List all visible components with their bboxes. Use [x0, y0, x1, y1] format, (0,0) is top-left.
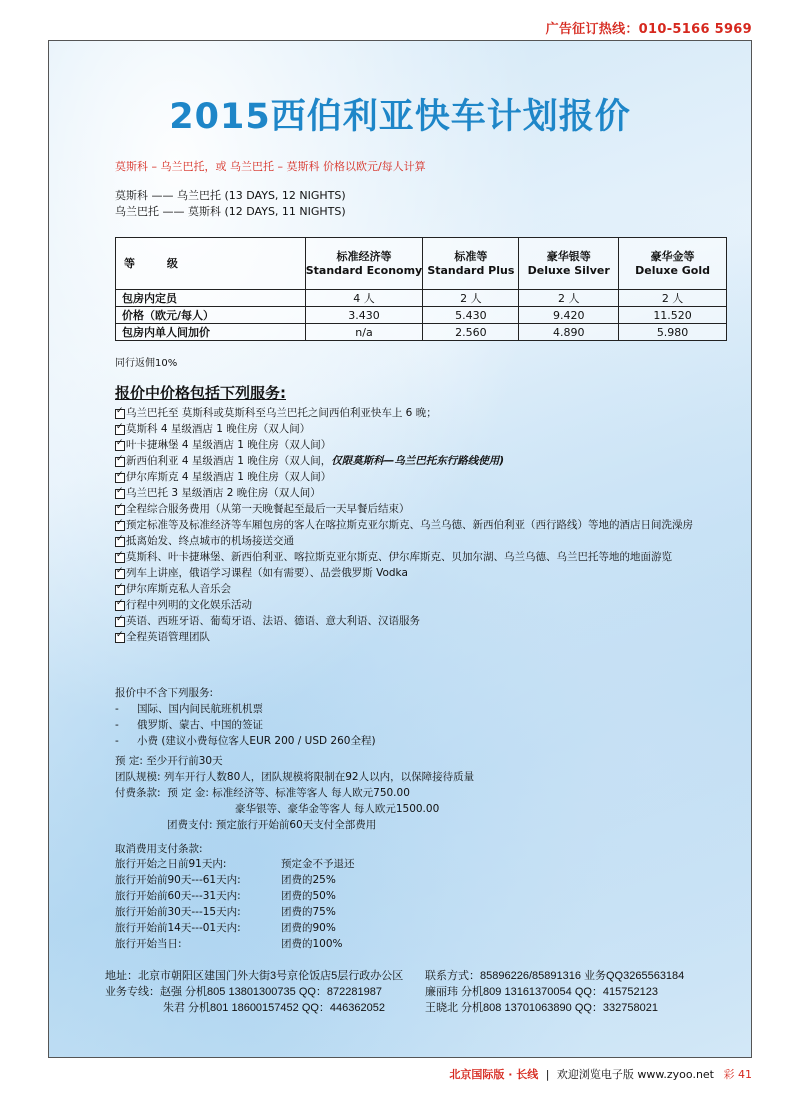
route-westbound: 乌兰巴托 —— 莫斯科 (12 DAYS, 11 NIGHTS)	[115, 205, 346, 218]
table-cell: 5.980	[619, 324, 727, 341]
table-row	[116, 290, 727, 307]
included-heading: 报价中价格包括下列服务:	[115, 384, 286, 402]
item-text: 国际、国内间民航班机机票	[137, 703, 263, 715]
list-item	[115, 613, 705, 629]
price-table-header	[116, 238, 727, 290]
list-item: - 俄罗斯、蒙古、中国的签证	[115, 719, 263, 731]
booking-label: 预 定:	[115, 755, 143, 767]
commission-note: 同行返佣10%	[115, 358, 178, 369]
table-cell: 5.430	[423, 307, 519, 324]
footer-separator: |	[545, 1068, 550, 1081]
contact-wang: 王晓北 分机808 13701063890 QQ：332758021	[425, 1002, 658, 1014]
deposit-value: 标准经济等、标准等客人 每人欧元750.00	[212, 787, 410, 799]
fee-row	[115, 817, 474, 833]
item-text: 预定标准等及标准经济等车厢包房的客人在喀拉斯克亚尔斯克、乌兰乌德、新西伯利亚（西行路线）等地的酒店日间洗澡房	[126, 519, 693, 531]
table-cell: 3.430	[305, 307, 423, 324]
route-eastbound: 莫斯科 —— 乌兰巴托 (13 DAYS, 12 NIGHTS)	[115, 189, 346, 202]
deposit-label: 预 定 金:	[167, 787, 209, 799]
table-row	[115, 935, 355, 951]
list-item	[115, 437, 705, 453]
footer-text: 欢迎浏览电子版 www.zyoo.net	[556, 1068, 714, 1081]
item-text: 伊尔库斯克 4 星级酒店 1 晚住房（双人间）	[126, 471, 332, 483]
deposit-value: 豪华银等、豪华金等客人 每人欧元1500.00	[235, 803, 440, 815]
list-item	[115, 581, 705, 597]
item-text: 行程中列明的文化娱乐活动	[126, 599, 252, 611]
booking-row	[115, 753, 474, 769]
cancel-fee: 预定金不予退还	[281, 857, 355, 870]
itinerary-panel	[48, 40, 752, 1058]
item-text: 伊尔库斯克私人音乐会	[126, 583, 231, 595]
cancel-period: 旅行开始前90天---61天内:	[115, 873, 241, 886]
table-cell: 4.890	[519, 324, 619, 341]
booking-value: 至少开行前30天	[146, 755, 223, 767]
excluded-services-list	[115, 701, 376, 749]
column-header	[305, 238, 423, 290]
item-text: 抵离始发、终点城市的机场接送交通	[126, 535, 294, 547]
column-cn: 豪华金等	[650, 249, 695, 263]
fee-label: 团费支付:	[167, 819, 213, 831]
item-text: 乌兰巴托至 莫斯科或莫斯科至乌兰巴托之间西伯利亚快车上 6 晚；	[126, 407, 437, 419]
column-cn: 标准等	[454, 249, 488, 263]
cancel-fee: 团费的75%	[281, 905, 336, 918]
cancel-fee: 团费的90%	[281, 921, 336, 934]
item-text: 小费 (建议小费每位客人EUR 200 / USD 260全程)	[137, 735, 376, 747]
item-text: 新西伯利亚 4 星级酒店 1 晚住房（双人间，	[126, 455, 332, 467]
cancel-fee: 团费的25%	[281, 873, 336, 886]
list-item	[115, 453, 705, 469]
item-text: 莫斯科 4 星级酒店 1 晚住房（双人间）	[126, 423, 311, 435]
column-en: Standard Plus	[427, 263, 515, 277]
list-item	[115, 629, 705, 645]
page-footer	[449, 1066, 752, 1082]
cancellation-heading: 取消费用支付条款:	[115, 843, 203, 855]
row-label: 包房内单人间加价	[116, 324, 306, 341]
table-row	[115, 887, 355, 903]
table-cell: 2 人	[619, 290, 727, 307]
deposit-row	[115, 785, 474, 801]
list-item: - 小费 (建议小费每位客人EUR 200 / USD 260全程)	[115, 735, 376, 747]
included-services-list	[115, 405, 705, 645]
contact-zhu: 朱君 分机801 18600157452 QQ：446362052	[163, 1002, 385, 1014]
column-en: Deluxe Gold	[635, 263, 710, 277]
column-en: Deluxe Silver	[527, 263, 610, 277]
cancel-fee: 团费的100%	[281, 937, 343, 950]
cancel-period: 旅行开始前60天---31天内:	[115, 889, 241, 902]
ad-hotline: 广告征订热线：010-5166 5969	[545, 22, 752, 37]
item-text: 莫斯科、叶卡捷琳堡、新西伯利亚、喀拉斯克亚尔斯克、伊尔库斯克、贝加尔湖、乌兰乌德、乌兰巴托等地的地面游览	[126, 551, 672, 563]
table-row	[116, 307, 727, 324]
item-text: 英语、西班牙语、葡萄牙语、法语、德语、意大利语、汉语服务	[126, 615, 420, 627]
column-header	[619, 238, 727, 290]
list-item	[115, 533, 705, 549]
cancel-period: 旅行开始当日:	[115, 937, 182, 950]
page-title: 2015西伯利亚快车计划报价	[169, 97, 631, 137]
list-item	[115, 485, 705, 501]
list-item	[115, 405, 705, 421]
list-item: - 国际、国内间民航班机机票	[115, 703, 263, 715]
grade-label: 等 级	[116, 238, 306, 290]
group-row	[115, 769, 474, 785]
booking-terms	[115, 753, 474, 833]
list-item	[115, 469, 705, 485]
item-text: 全程综合服务费用（从第一天晚餐起至最后一天早餐后结束）	[126, 503, 410, 515]
item-text: 全程英语管理团队	[126, 631, 210, 643]
route-restriction-note: 仅限莫斯科—乌兰巴托东行路线使用)	[331, 455, 505, 467]
excluded-heading: 报价中不含下列服务:	[115, 687, 214, 699]
column-header	[423, 238, 519, 290]
deposit-row-2	[115, 801, 474, 817]
table-cell: 2 人	[423, 290, 519, 307]
table-row	[115, 871, 355, 887]
cancel-period: 旅行开始前14天---01天内:	[115, 921, 241, 934]
cancel-period: 旅行开始之日前91天内:	[115, 857, 227, 870]
contact-zhao: 业务专线：赵强 分机805 13801300735 QQ：872281987	[105, 986, 382, 998]
table-row	[115, 855, 355, 871]
table-cell: 11.520	[619, 307, 727, 324]
table-row	[115, 903, 355, 919]
payment-label: 付费条款:	[115, 787, 161, 799]
table-cell: 9.420	[519, 307, 619, 324]
price-table	[115, 237, 727, 341]
cancellation-table	[115, 855, 355, 951]
column-en: Standard Economy	[305, 263, 423, 277]
column-cn: 标准经济等	[336, 249, 392, 263]
footer-brand: 北京国际版 · 长线	[449, 1068, 539, 1081]
cancel-fee: 团费的50%	[281, 889, 336, 902]
table-cell: 2.560	[423, 324, 519, 341]
phone: 联系方式：85896226/85891316 业务QQ3265563184	[425, 970, 685, 982]
subtitle: 莫斯科 – 乌兰巴托，或 乌兰巴托 – 莫斯科 价格以欧元/每人计算	[115, 160, 426, 173]
list-item	[115, 421, 705, 437]
group-value: 列车开行人数80人，团队规模将限制在92人以内，以保障接待质量	[163, 771, 475, 783]
address: 地址：北京市朝阳区建国门外大街3号京伦饭店5层行政办公区	[105, 970, 404, 982]
cancel-period: 旅行开始前30天---15天内:	[115, 905, 241, 918]
list-item	[115, 501, 705, 517]
item-text: 俄罗斯、蒙古、中国的签证	[137, 719, 263, 731]
contact-lian: 廉丽玮 分机809 13161370054 QQ：415752123	[425, 986, 658, 998]
page-number: 彩 41	[723, 1068, 752, 1081]
table-cell: 4 人	[305, 290, 423, 307]
column-cn: 豪华银等	[546, 249, 591, 263]
row-label: 包房内定员	[116, 290, 306, 307]
table-row	[116, 324, 727, 341]
row-label: 价格（欧元/每人）	[116, 307, 306, 324]
table-cell: n/a	[305, 324, 423, 341]
list-item	[115, 565, 705, 581]
item-text: 列车上讲座，俄语学习课程（如有需要）、品尝俄罗斯 Vodka	[126, 567, 408, 579]
column-header	[519, 238, 619, 290]
table-row	[115, 919, 355, 935]
group-label: 团队规模:	[115, 771, 161, 783]
item-text: 叶卡捷琳堡 4 星级酒店 1 晚住房（双人间）	[126, 439, 332, 451]
fee-value: 预定旅行开始前60天支付全部费用	[215, 819, 377, 831]
table-cell: 2 人	[519, 290, 619, 307]
list-item	[115, 597, 705, 613]
list-item	[115, 517, 705, 533]
item-text: 乌兰巴托 3 星级酒店 2 晚住房（双人间）	[126, 487, 321, 499]
list-item	[115, 549, 705, 565]
